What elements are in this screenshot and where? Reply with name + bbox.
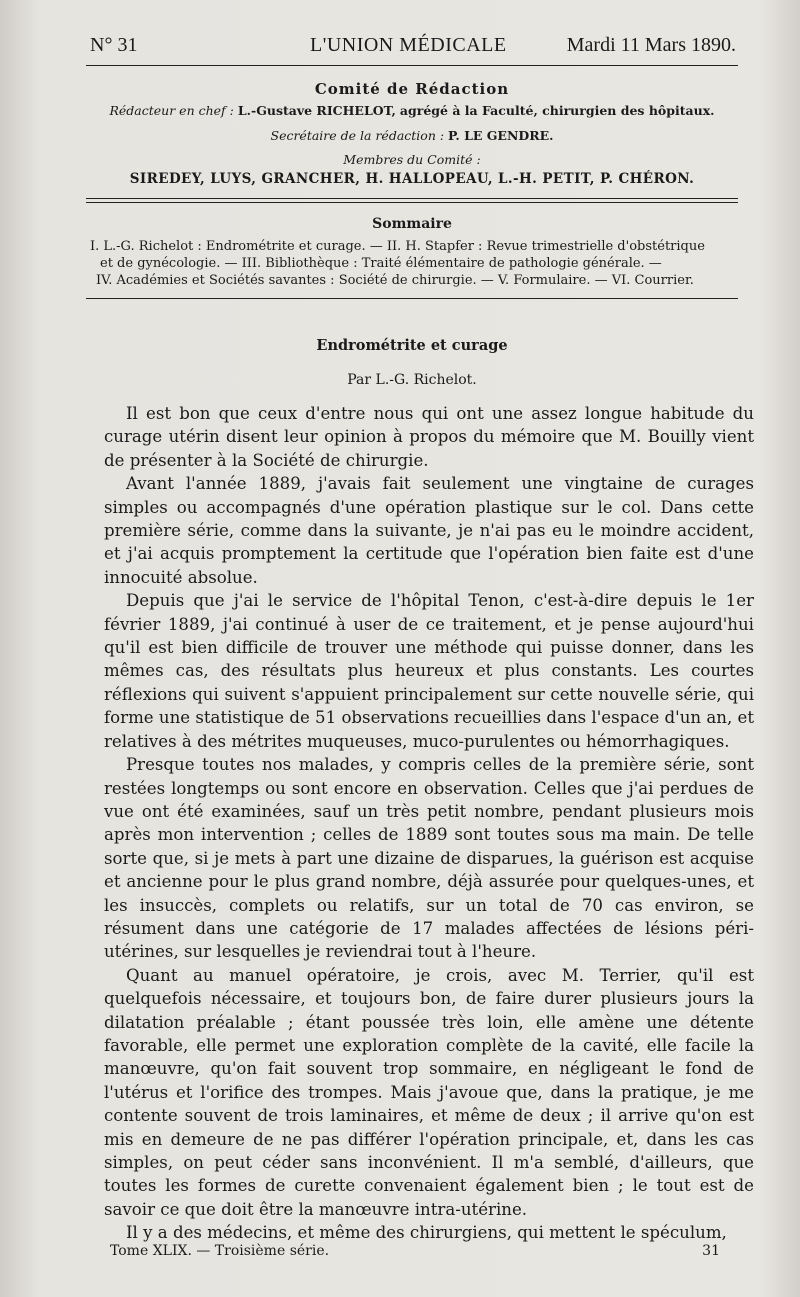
comite-rule-bottom xyxy=(86,202,738,203)
comite-rule-top xyxy=(86,198,738,199)
secretaire-label: Secrétaire de la rédaction : xyxy=(270,128,445,143)
page-header xyxy=(86,34,736,64)
article-body xyxy=(104,402,754,1245)
paragraph: Avant l'année 1889, j'avais fait seulement une vingtaine de curages simples ou accompagnés d'une opération plastique sur le col. Dans cette première série, comme dans la suivante, je n'ai pas eu le moindre accident, et j'ai acquis promptement la certitude que l'opération bien faite est d'une innocuité absolue. xyxy=(104,474,754,587)
sommaire-block xyxy=(90,238,738,289)
sommaire-rule xyxy=(86,298,738,299)
issue-number: N° 31 xyxy=(90,34,138,56)
article-byline: Par L.-G. Richelot. xyxy=(347,372,477,388)
page-footer xyxy=(110,1243,720,1265)
paragraph: Il est bon que ceux d'entre nous qui ont une assez longue habitude du curage utérin disent leur opinion à propos du mémoire que M. Bouilly vient de présenter à la Société de chirurgie. xyxy=(104,404,754,470)
redacteur-name: L.-Gustave RICHELOT, xyxy=(237,103,396,118)
membres-list: SIREDEY, LUYS, GRANCHER, H. HALLOPEAU, L.-H. PETIT, P. CHÉRON. xyxy=(129,171,695,187)
page-number: 31 xyxy=(702,1243,720,1259)
sommaire-title: Sommaire xyxy=(372,216,452,232)
header-rule xyxy=(86,65,738,66)
membres-label: Membres du Comité : xyxy=(343,152,481,167)
comite-title: Comité de Rédaction xyxy=(314,80,510,98)
issue-date: Mardi 11 Mars 1890. xyxy=(566,34,736,56)
sommaire-line: I. L.-G. Richelot : Endrométrite et curage. — II. H. Stapfer : Revue trimestrielle d'obstétrique xyxy=(90,239,705,254)
sommaire-line: et de gynécologie. — III. Bibliothèque : Traité élémentaire de pathologie générale. — xyxy=(100,256,662,271)
redacteur-desc: agrégé à la Faculté, chirurgien des hôpitaux. xyxy=(399,103,715,118)
paragraph: Il y a des médecins, et même des chirurgiens, qui mettent le spéculum, xyxy=(126,1223,727,1243)
secretaire-name: P. LE GENDRE. xyxy=(448,128,554,143)
article-title: Endrométrite et curage xyxy=(316,337,508,354)
journal-title: L'UNION MÉDICALE xyxy=(310,34,507,56)
paragraph: Presque toutes nos malades, y compris celles de la première série, sont restées longtemps ou sont encore en observation. Celles que j'ai perdues de vue ont été examinées, sauf un très petit nombre, pendant plusieurs mois après mon intervention ; celles de 1889 sont toutes sous ma main. De telle sorte que, si je mets à part une dizaine de disparues, la guérison est acquise et ancienne pour le plus grand nombre, déjà assurée pour quelques-unes, et les insuccès, complets ou relatifs, sur un total de 70 cas environ, se résument dans une catégorie de 17 malades affectées de lésions péri-utérines, sur lesquelles je reviendrai tout à l'heure. xyxy=(104,755,754,962)
tome-series: Tome XLIX. — Troisième série. xyxy=(110,1243,330,1259)
sommaire-line: IV. Académies et Sociétés savantes : Société de chirurgie. — V. Formulaire. — VI. Courrier. xyxy=(96,273,694,288)
redacteur-label: Rédacteur en chef : xyxy=(109,103,234,118)
secretaire-line xyxy=(86,128,738,143)
paragraph: Quant au manuel opératoire, je crois, avec M. Terrier, qu'il est quelquefois nécessaire, et toujours bon, de faire durer plusieurs jours la dilatation préalable ; étant poussée très loin, elle amène une détente favorable, elle permet une exploration complète de la cavité, elle facile la manœuvre, qu'on fait souvent trop sommaire, en négligeant le fond de l'utérus et l'orifice des trompes. Mais j'avoue que, dans la pratique, je me contente souvent de trois laminaires, et même de deux ; il arrive qu'on est mis en demeure de ne pas différer l'opération principale, et, dans les cas simples, on peut céder sans inconvénient. Il m'a semblé, d'ailleurs, que toutes les formes de curette convenaient également bien ; le tout est de savoir ce que doit être la manœuvre intra-utérine. xyxy=(104,965,754,1219)
paragraph: Depuis que j'ai le service de l'hôpital Tenon, c'est-à-dire depuis le 1er février 1889, j'ai continué à user de ce traitement, et je pense aujourd'hui qu'il est bien difficile de trouver une méthode qui puisse donner, dans les mêmes cas, des résultats plus heureux et plus constants. Les courtes réflexions qui suivent s'appuient principalement sur cette nouvelle série, qui forme une statistique de 51 observations recueillies dans l'espace d'un an, et relatives à des métrites muqueuses, muco-purulentes ou hémorrhagiques. xyxy=(104,591,754,751)
redacteur-line xyxy=(86,103,738,118)
